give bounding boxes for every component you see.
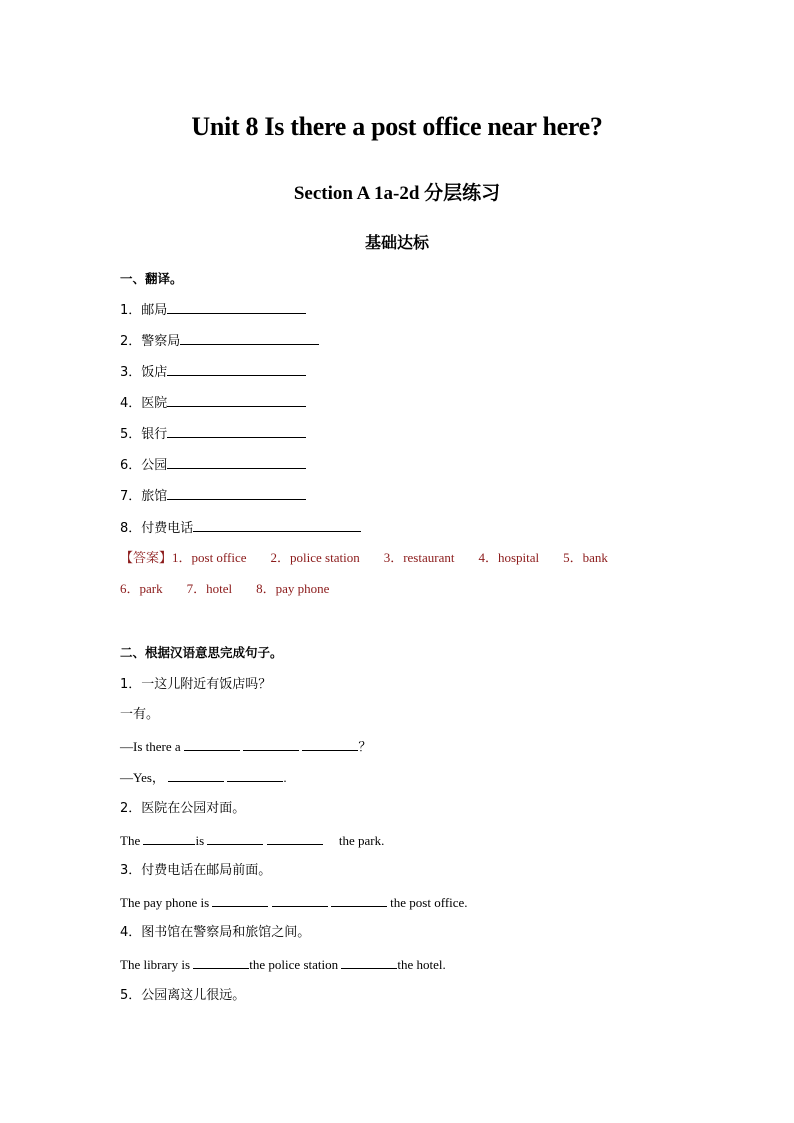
answer-blank[interactable] bbox=[302, 737, 358, 751]
question-1-prompt: 1．一这儿附近有饭店吗？ bbox=[120, 677, 272, 692]
answer-tag: 【答案】 bbox=[120, 551, 173, 566]
question-3-prompt: 3．付费电话在邮局前面。 bbox=[120, 863, 272, 878]
list-item: 2．警察局 bbox=[120, 331, 319, 351]
list-item: 3．饭店 bbox=[120, 362, 306, 382]
answer-blank[interactable] bbox=[167, 300, 306, 314]
answer-blank[interactable] bbox=[167, 393, 306, 407]
answer-blank[interactable] bbox=[341, 955, 397, 969]
question-3-line: The pay phone is the post office. bbox=[120, 895, 468, 910]
question-1-line-b: —Yes， . bbox=[120, 770, 287, 785]
list-item: 4．医院 bbox=[120, 393, 306, 413]
answer-blank[interactable] bbox=[193, 955, 249, 969]
answer-blank[interactable] bbox=[167, 455, 306, 469]
list-item: 7．旅馆 bbox=[120, 486, 306, 506]
part1-heading: 一、翻译。 bbox=[120, 271, 183, 286]
answer-blank[interactable] bbox=[243, 737, 299, 751]
document-title: Unit 8 Is there a post office near here? bbox=[191, 112, 603, 141]
question-4-prompt: 4．图书馆在警察局和旅馆之间。 bbox=[120, 925, 311, 940]
list-item: 8．付费电话 bbox=[120, 518, 361, 538]
list-item: 6．公园 bbox=[120, 455, 306, 475]
answer-blank[interactable] bbox=[180, 331, 319, 345]
part2-heading: 二、根据汉语意思完成句子。 bbox=[120, 645, 283, 660]
question-2-prompt: 2．医院在公园对面。 bbox=[120, 801, 246, 816]
answer-blank[interactable] bbox=[168, 768, 224, 782]
answer-blank[interactable] bbox=[167, 362, 306, 376]
answer-blank[interactable] bbox=[212, 893, 268, 907]
question-2-line: The is the park. bbox=[120, 833, 385, 848]
answer-blank[interactable] bbox=[272, 893, 328, 907]
answer-blank[interactable] bbox=[227, 768, 283, 782]
answer-blank[interactable] bbox=[167, 424, 306, 438]
question-5-prompt: 5．公园离这儿很远。 bbox=[120, 988, 246, 1003]
answer-blank[interactable] bbox=[331, 893, 387, 907]
section-subtitle: Section A 1a-2d 分层练习 bbox=[293, 183, 501, 204]
answer-blank[interactable] bbox=[184, 737, 240, 751]
list-item: 5．银行 bbox=[120, 424, 306, 444]
answer-key-line-2: 6．park 7．hotel 8．pay phone bbox=[120, 581, 330, 596]
answer-blank[interactable] bbox=[167, 486, 306, 500]
answer-blank[interactable] bbox=[267, 831, 323, 845]
answer-blank[interactable] bbox=[207, 831, 263, 845]
question-1-line-a: —Is there a ？ bbox=[120, 739, 372, 755]
answer-blank[interactable] bbox=[193, 518, 361, 532]
list-item: 1．邮局 bbox=[120, 300, 306, 320]
answer-blank[interactable] bbox=[143, 831, 195, 845]
question-1-reply: 一有。 bbox=[120, 707, 160, 722]
question-4-line: The library is the police station the hotel. bbox=[120, 957, 446, 972]
level-heading: 基础达标 bbox=[364, 233, 429, 252]
answer-key-line-1: 【答案】1．post office 2．police station 3．restaurant 4．hospital 5．bank bbox=[120, 550, 608, 566]
